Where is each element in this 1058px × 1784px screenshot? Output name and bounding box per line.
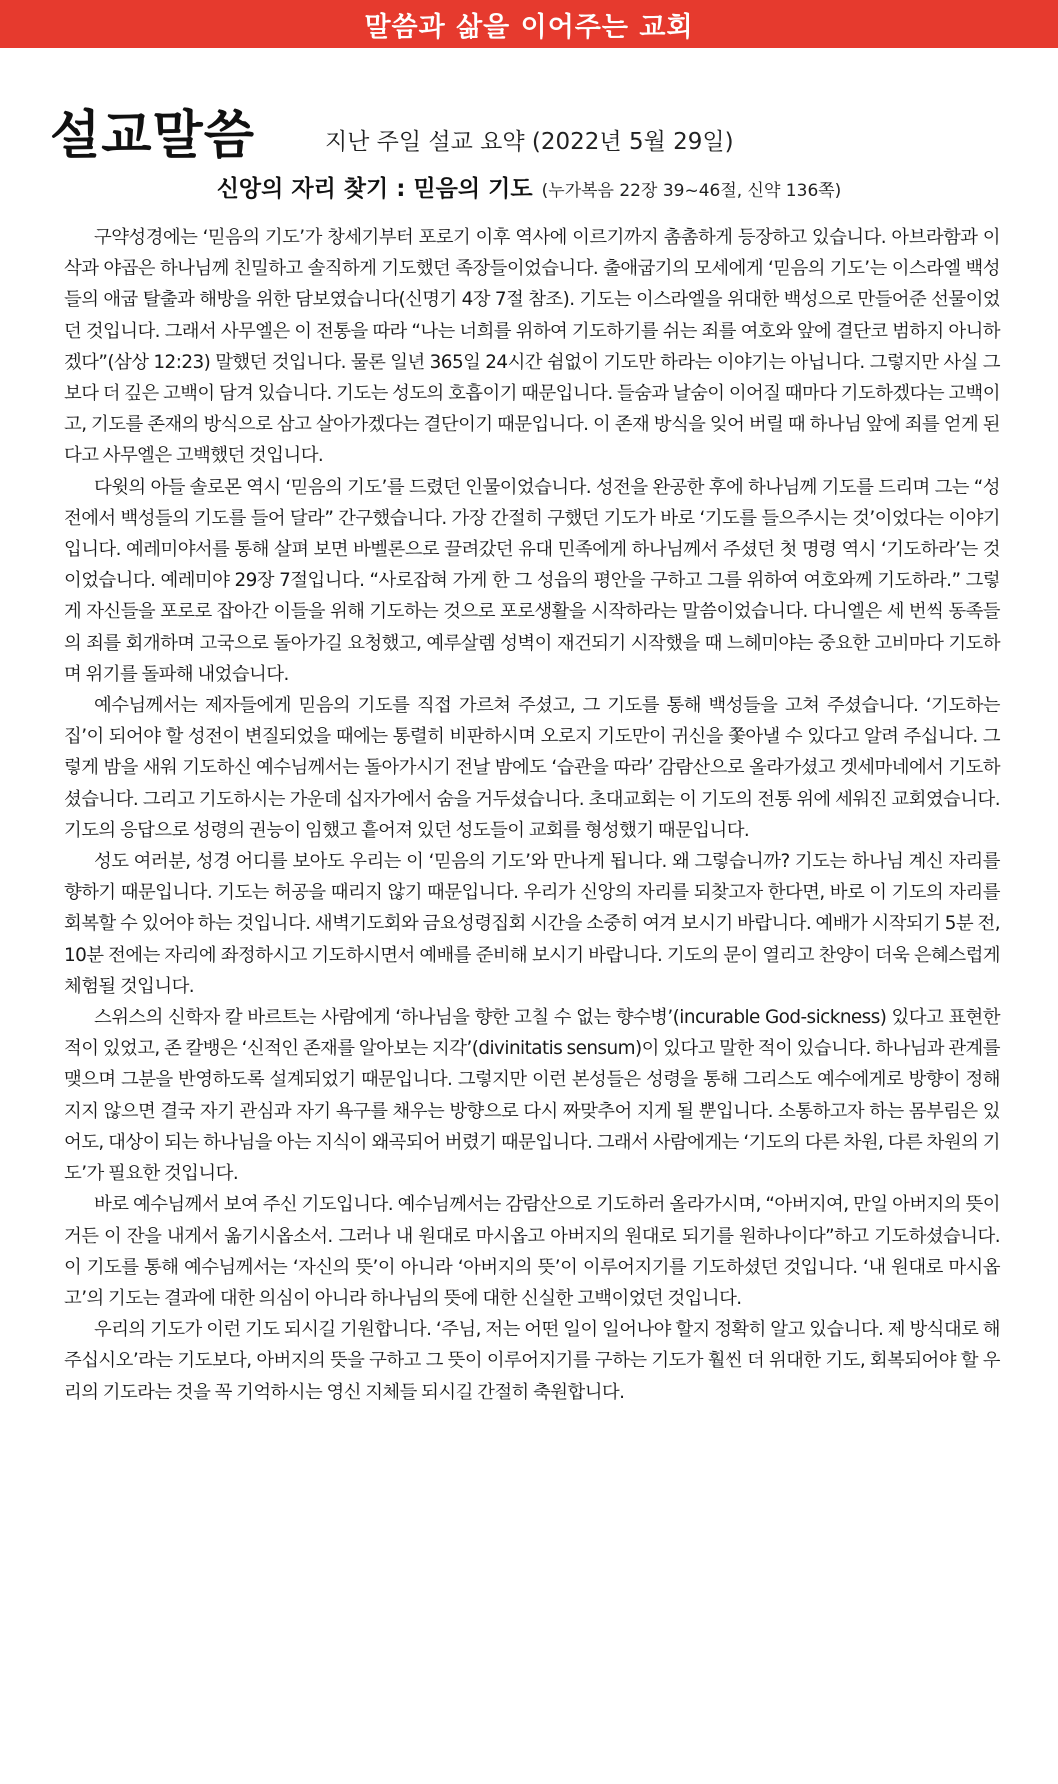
sermon-reference: (누가복음 22장 39~46절, 신약 136쪽): [541, 181, 842, 201]
paragraph: 성도 여러분, 성경 어디를 보아도 우리는 이 ‘믿음의 기도’와 만나게 됩니다. 왜 그렇습니까? 기도는 하나님 계신 자리를 향하기 때문입니다. 기도는 허공을 때리지 않기 때문입니다. 우리가 신앙의 자리를 되찾고자 한다면, 바로 이 기도의 자리를 회복할 수 있어야 하는 것입니다. 새벽기도회와 금요성령집회 시간을 소중히 여겨 보시기 바랍니다. 예배가 시작되기 5분 전, 10분 전에는 자리에 좌정하시고 기도하시면서 예배를 준비해 보시기 바랍니다. 기도의 문이 열리고 찬양이 더욱 은혜스럽게 체험될 것입니다.: [64, 851, 1000, 997]
paragraph: 스위스의 신학자 칼 바르트는 사람에게 ‘하나님을 향한 고칠 수 없는 향수병’(incurable God-sickness) 있다고 표현한 적이 있었고, 존 칼뱅은 ‘신적인 존재를 알아보는 지각’(divinitatis sensum)이 있다고 말한 적이 있습니다. 하나님과 관계를 맺으며 그분을 반영하도록 설계되었기 때문입니다. 그렇지만 이런 본성들은 성령을 통해 그리스도 예수에게로 방향이 정해지지 않으면 결국 자기 관심과 자기 욕구를 채우는 방향으로 다시 짜맞추어 지게 될 뿐입니다. 소통하고자 하는 몸부림은 있어도, 대상이 되는 하나님을 아는 지식이 왜곡되어 버렸기 때문입니다. 그래서 사람에게는 ‘기도의 다른 차원, 다른 차원의 기도’가 필요한 것입니다.: [64, 1007, 1000, 1185]
banner-text: 말씀과 삶을 이어주는 교회: [364, 11, 694, 43]
paragraph: 예수님께서는 제자들에게 믿음의 기도를 직접 가르쳐 주셨고, 그 기도를 통해 백성들을 고쳐 주셨습니다. ‘기도하는 집’이 되어야 할 성전이 변질되었을 때에는 통렬히 비판하시며 오로지 기도만이 귀신을 쫓아낼 수 있다고 알려 주십니다. 그렇게 밤을 새워 기도하신 예수님께서는 돌아가시기 전날 밤에도 ‘습관을 따라’ 감람산으로 올라가셨고 겟세마네에서 기도하셨습니다. 그리고 기도하시는 가운데 십자가에서 숨을 거두셨습니다. 초대교회는 이 기도의 전통 위에 세워진 교회였습니다. 기도의 응답으로 성령의 권능이 임했고 흩어져 있던 성도들이 교회를 형성했기 때문입니다.: [64, 695, 1000, 841]
paragraph: 바로 예수님께서 보여 주신 기도입니다. 예수님께서는 감람산으로 기도하러 올라가시며, “아버지여, 만일 아버지의 뜻이거든 이 잔을 내게서 옮기시옵소서. 그러나 내 원대로 마시옵고 아버지의 원대로 되기를 원하나이다”하고 기도하셨습니다. 이 기도를 통해 예수님께서는 ‘자신의 뜻’이 아니라 ‘아버지의 뜻’이 이루어지기를 기도하셨던 것입니다. ‘내 원대로 마시옵고’의 기도는 결과에 대한 의심이 아니라 하나님의 뜻에 대한 신실한 고백이었던 것입니다.: [64, 1194, 1000, 1309]
top-banner: [0, 0, 1058, 48]
sermon-body: [64, 222, 1000, 1408]
page-title: 설교말씀: [50, 105, 255, 166]
page-header: [50, 82, 1010, 166]
sermon-title: 신앙의 자리 찾기 : 믿음의 기도: [216, 176, 533, 202]
paragraph: 우리의 기도가 이런 기도 되시길 기원합니다. ‘주님, 저는 어떤 일이 일어나야 할지 정확히 알고 있습니다. 제 방식대로 해 주십시오’라는 기도보다, 아버지의 뜻을 구하고 그 뜻이 이루어지기를 구하는 기도가 훨씬 더 위대한 기도, 회복되어야 할 우리의 기도라는 것을 꼭 기억하시는 영신 지체들 되시길 간절히 축원합니다.: [64, 1319, 1000, 1403]
page-subtitle: 지난 주일 설교 요약 (2022년 5월 29일): [324, 129, 734, 155]
paragraph: 구약성경에는 ‘믿음의 기도’가 창세기부터 포로기 이후 역사에 이르기까지 촘촘하게 등장하고 있습니다. 아브라함과 이삭과 야곱은 하나님께 친밀하고 솔직하게 기도했던 족장들이었습니다. 출애굽기의 모세에게 ‘믿음의 기도’는 이스라엘 백성들의 애굽 탈출과 해방을 위한 담보였습니다(신명기 4장 7절 참조). 기도는 이스라엘을 위대한 백성으로 만들어준 선물이었던 것입니다. 그래서 사무엘은 이 전통을 따라 “나는 너희를 위하여 기도하기를 쉬는 죄를 여호와 앞에 결단코 범하지 아니하겠다”(삼상 12:23) 말했던 것입니다. 물론 일년 365일 24시간 쉼없이 기도만 하라는 이야기는 아닙니다. 그렇지만 사실 그 보다 더 깊은 고백이 담겨 있습니다. 기도는 성도의 호흡이기 때문입니다. 들숨과 날숨이 이어질 때마다 기도하겠다는 고백이고, 기도를 존재의 방식으로 삼고 살아가겠다는 결단이기 때문입니다. 이 존재 방식을 잊어 버릴 때 하나님 앞에 죄를 얻게 된다고 사무엘은 고백했던 것입니다.: [64, 227, 1000, 467]
sermon-heading: [0, 172, 1058, 208]
paragraph: 다윗의 아들 솔로몬 역시 ‘믿음의 기도’를 드렸던 인물이었습니다. 성전을 완공한 후에 하나님께 기도를 드리며 그는 “성전에서 백성들의 기도를 들어 달라” 간구했습니다. 가장 간절히 구했던 기도가 바로 ‘기도를 들으주시는 것’이었다는 이야기입니다. 예레미야서를 통해 살펴 보면 바벨론으로 끌려갔던 유대 민족에게 하나님께서 주셨던 첫 명령 역시 ‘기도하라’는 것이었습니다. 예레미야 29장 7절입니다. “사로잡혀 가게 한 그 성읍의 평안을 구하고 그를 위하여 여호와께 기도하라.” 그렇게 자신들을 포로로 잡아간 이들을 위해 기도하는 것으로 포로생활을 시작하라는 말씀이었습니다. 다니엘은 세 번씩 동족들의 죄를 회개하며 고국으로 돌아가길 요청했고, 예루살렘 성벽이 재건되기 시작했을 때 느헤미야는 중요한 고비마다 기도하며 위기를 돌파해 내었습니다.: [64, 476, 1000, 685]
